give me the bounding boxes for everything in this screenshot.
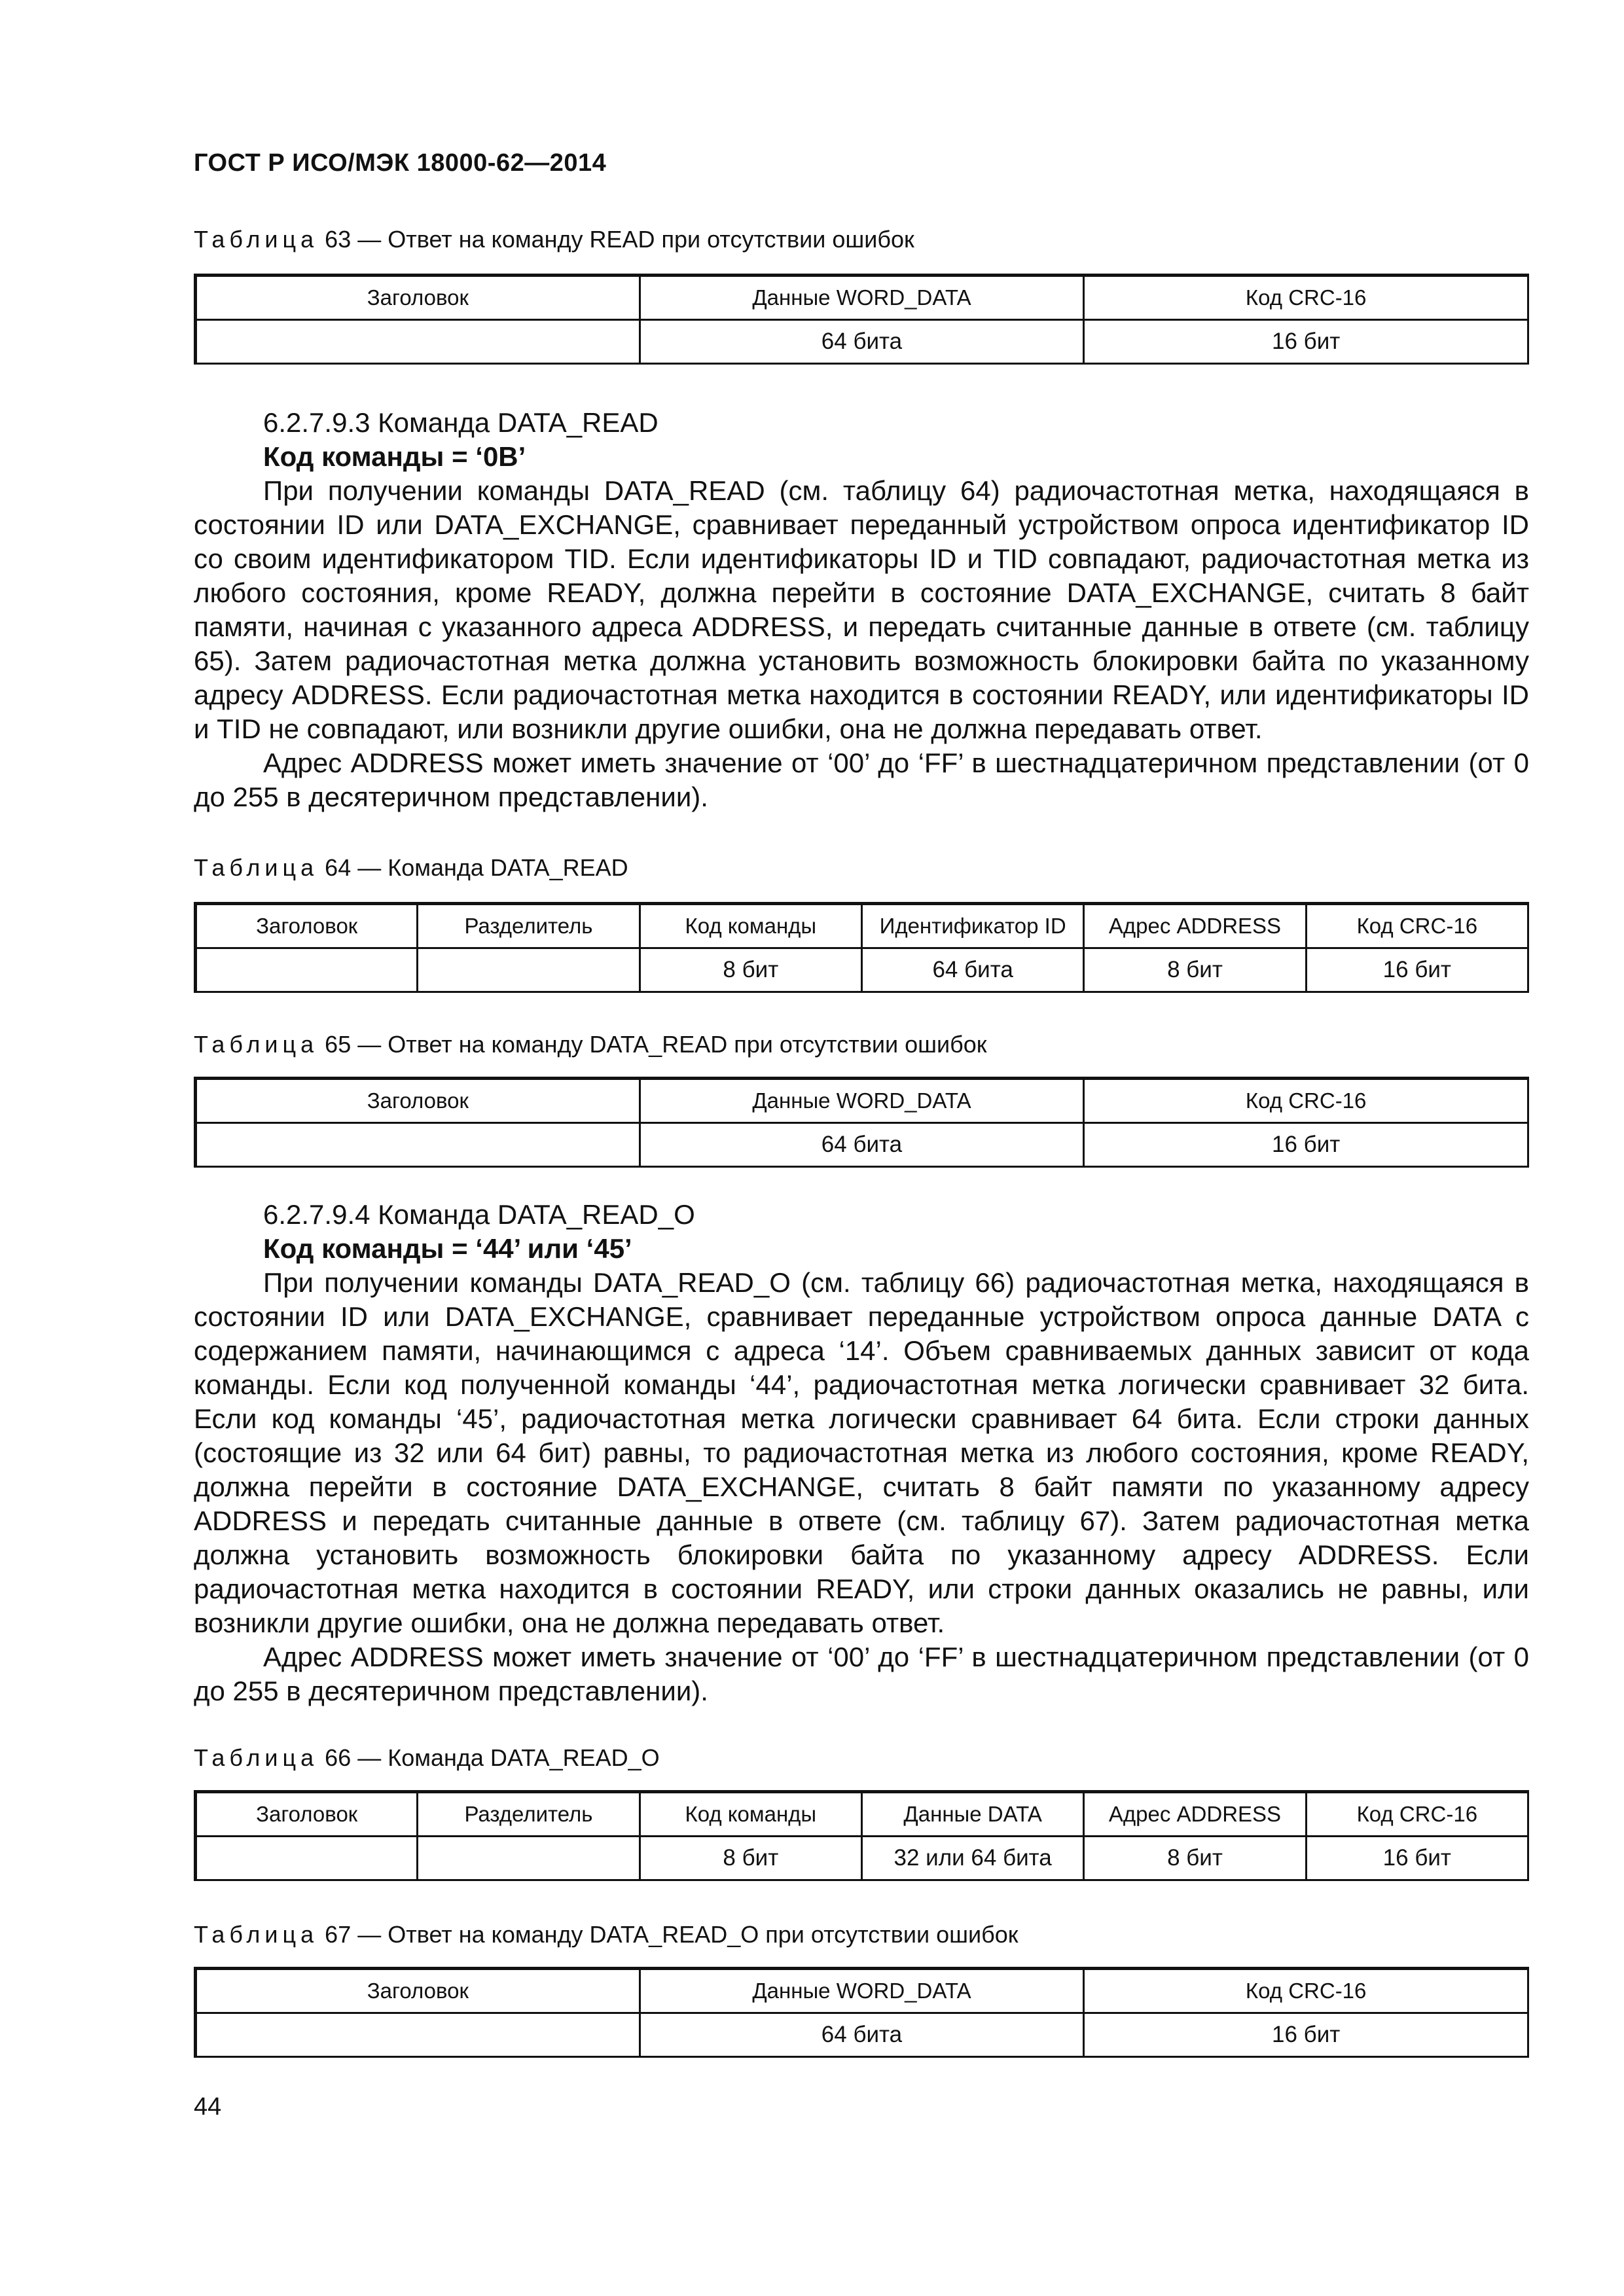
value-cell: 16 бит bbox=[1084, 320, 1528, 364]
header-cell: Код CRC-16 bbox=[1084, 1969, 1528, 2013]
value-cell: 64 бита bbox=[640, 2013, 1084, 2057]
value-cell bbox=[418, 1837, 640, 1880]
table-value-row bbox=[196, 1123, 1528, 1167]
value-cell: 8 бит bbox=[1084, 948, 1306, 992]
header-cell: Адрес ADDRESS bbox=[1084, 1792, 1306, 1837]
value-cell: 16 бит bbox=[1084, 1123, 1528, 1167]
table-value-row bbox=[196, 320, 1528, 364]
section-6-2-7-9-3 bbox=[194, 406, 1529, 814]
value-cell: 32 или 64 бита bbox=[861, 1837, 1083, 1880]
header-cell: Заголовок bbox=[196, 1079, 640, 1123]
header-cell: Код команды bbox=[640, 904, 861, 948]
value-cell: 16 бит bbox=[1306, 948, 1528, 992]
header-cell: Заголовок bbox=[196, 276, 640, 320]
table-number: 67 bbox=[325, 1921, 352, 1948]
header-cell: Данные WORD_DATA bbox=[640, 1079, 1084, 1123]
section-heading: 6.2.7.9.4 Команда DATA_READ_O bbox=[263, 1199, 695, 1230]
table-header-row bbox=[196, 1079, 1528, 1123]
value-cell: 64 бита bbox=[640, 320, 1084, 364]
value-cell bbox=[196, 1123, 640, 1167]
header-cell: Заголовок bbox=[196, 1969, 640, 2013]
body-paragraph: Адрес ADDRESS может иметь значение от ‘00’ до ‘FF’ в шестнадцатеричном представлении (от 0 до 255 в десятеричном представлении). bbox=[194, 747, 1529, 812]
header-cell: Адрес ADDRESS bbox=[1084, 904, 1306, 948]
command-code: Код команды = ‘44’ или ‘45’ bbox=[263, 1233, 632, 1264]
header-cell: Данные WORD_DATA bbox=[640, 1969, 1084, 2013]
section-6-2-7-9-4 bbox=[194, 1198, 1529, 1708]
table-63 bbox=[194, 274, 1529, 365]
table-65 bbox=[194, 1077, 1529, 1168]
value-cell: 8 бит bbox=[1084, 1837, 1306, 1880]
header-cell: Заголовок bbox=[196, 904, 418, 948]
table-number: 64 bbox=[325, 854, 352, 881]
section-heading: 6.2.7.9.3 Команда DATA_READ bbox=[263, 407, 659, 438]
table-67-caption bbox=[194, 1921, 1019, 1948]
body-paragraph: При получении команды DATA_READ (см. таблицу 64) радиочастотная метка, находящаяся в состоянии ID или DATA_EXCHANGE, сравнивает переданный устройством опроса идентификатор ID со своим идентификатором TID. Если идентификаторы ID и TID совпадают, радиочастотная метка из любого состояния, кроме READY, должна перейти в состояние DATA_EXCHANGE, считать 8 байт памяти, начиная с указанного адреса ADDRESS, и передать считанные данные в ответе (см. таблицу 65). Затем радиочастотная метка должна установить возможность блокировки байта по указанному адресу ADDRESS. Если радиочастотная метка находится в состоянии READY, или идентификаторы ID и TID не совпадают, или возникли другие ошибки, она не должна передавать ответ. bbox=[194, 475, 1529, 744]
value-cell: 8 бит bbox=[640, 948, 861, 992]
table-number: 63 bbox=[325, 226, 352, 253]
table-caption-text: — Команда DATA_READ_O bbox=[357, 1744, 660, 1771]
table-caption-text: — Ответ на команду DATA_READ при отсутствии ошибок bbox=[357, 1031, 987, 1058]
table-64-caption bbox=[194, 854, 628, 882]
header-cell: Код CRC-16 bbox=[1306, 904, 1528, 948]
value-cell bbox=[196, 320, 640, 364]
value-cell: 16 бит bbox=[1084, 2013, 1528, 2057]
table-header-row bbox=[196, 276, 1528, 320]
value-cell bbox=[196, 948, 418, 992]
table-64 bbox=[194, 902, 1529, 993]
table-63-caption bbox=[194, 226, 914, 253]
page-number: 44 bbox=[194, 2093, 222, 2121]
table-66 bbox=[194, 1790, 1529, 1881]
table-65-caption bbox=[194, 1031, 986, 1058]
table-word: Таблица bbox=[194, 1744, 319, 1771]
body-paragraph: При получении команды DATA_READ_O (см. таблицу 66) радиочастотная метка, находящаяся в состоянии ID или DATA_EXCHANGE, сравнивает переданные устройством опроса данные DATA с содержанием памяти, начинающимся с адреса ‘14’. Объем сравниваемых данных зависит от кода команды. Если код полученной команды ‘44’, радиочастотная метка логически сравнивает 32 бита. Если код команды ‘45’, радиочастотная метка логически сравнивает 64 бита. Если строки данных (состоящие из 32 или 64 бит) равны, то радиочастотная метка из любого состояния, кроме READY, должна перейти в состояние DATA_EXCHANGE, считать 8 байт памяти по указанному адресу ADDRESS и передать считанные данные в ответе (см. таблицу 67). Затем радиочастотная метка должна установить возможность блокировки байта по указанному адресу ADDRESS. Если радиочастотная метка находится в состоянии READY, или строки данных оказались не равны, или возникли другие ошибки, она не должна передавать ответ. bbox=[194, 1267, 1529, 1638]
header-cell: Код CRC-16 bbox=[1306, 1792, 1528, 1837]
table-word: Таблица bbox=[194, 1921, 319, 1948]
value-cell: 64 бита bbox=[861, 948, 1083, 992]
table-value-row bbox=[196, 2013, 1528, 2057]
value-cell: 16 бит bbox=[1306, 1837, 1528, 1880]
value-cell: 64 бита bbox=[640, 1123, 1084, 1167]
table-66-caption bbox=[194, 1744, 660, 1772]
table-67 bbox=[194, 1967, 1529, 2058]
value-cell: 8 бит bbox=[640, 1837, 861, 1880]
header-cell: Разделитель bbox=[418, 904, 640, 948]
table-header-row bbox=[196, 904, 1528, 948]
table-caption-text: — Ответ на команду READ при отсутствии ошибок bbox=[357, 226, 914, 253]
table-number: 65 bbox=[325, 1031, 352, 1058]
table-word: Таблица bbox=[194, 1031, 319, 1058]
table-header-row bbox=[196, 1969, 1528, 2013]
header-cell: Код CRC-16 bbox=[1084, 276, 1528, 320]
header-cell: Идентификатор ID bbox=[861, 904, 1083, 948]
value-cell bbox=[196, 2013, 640, 2057]
value-cell bbox=[418, 948, 640, 992]
table-word: Таблица bbox=[194, 854, 319, 881]
table-value-row bbox=[196, 1837, 1528, 1880]
document-header: ГОСТ Р ИСО/МЭК 18000-62—2014 bbox=[194, 149, 607, 177]
header-cell: Разделитель bbox=[418, 1792, 640, 1837]
header-cell: Заголовок bbox=[196, 1792, 418, 1837]
table-caption-text: — Ответ на команду DATA_READ_O при отсутствии ошибок bbox=[357, 1921, 1019, 1948]
header-cell: Данные DATA bbox=[861, 1792, 1083, 1837]
command-code: Код команды = ‘0B’ bbox=[263, 441, 526, 472]
header-cell: Код команды bbox=[640, 1792, 861, 1837]
header-cell: Код CRC-16 bbox=[1084, 1079, 1528, 1123]
body-paragraph: Адрес ADDRESS может иметь значение от ‘00’ до ‘FF’ в шестнадцатеричном представлении (от 0 до 255 в десятеричном представлении). bbox=[194, 1641, 1529, 1706]
table-value-row bbox=[196, 948, 1528, 992]
table-word: Таблица bbox=[194, 226, 319, 253]
value-cell bbox=[196, 1837, 418, 1880]
header-cell: Данные WORD_DATA bbox=[640, 276, 1084, 320]
table-header-row bbox=[196, 1792, 1528, 1837]
table-number: 66 bbox=[325, 1744, 352, 1771]
table-caption-text: — Команда DATA_READ bbox=[357, 854, 628, 881]
